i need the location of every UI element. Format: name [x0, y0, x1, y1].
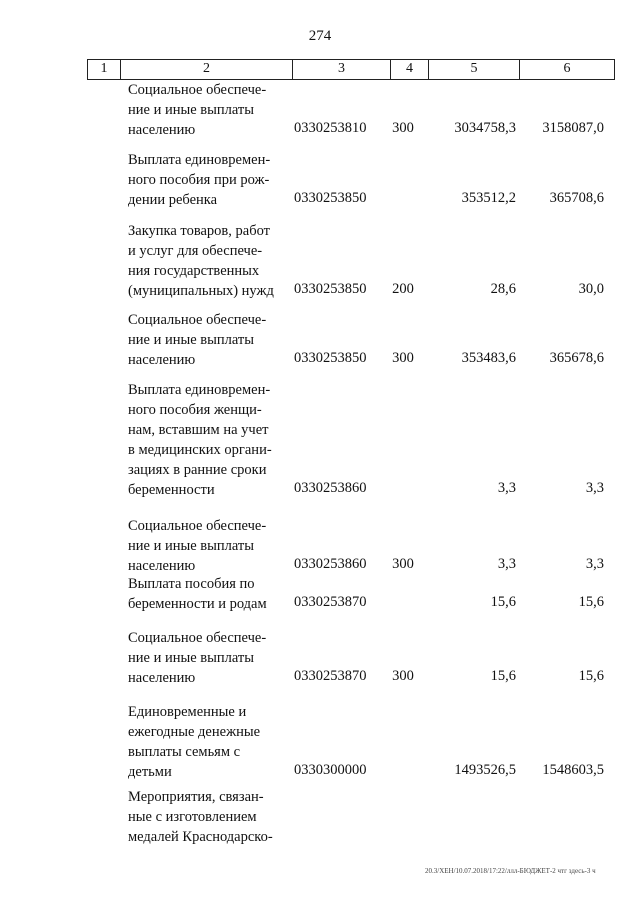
row-expense-type: 300: [392, 668, 414, 684]
row-amount-col5: 353483,6: [461, 350, 516, 366]
description-line: ние и иные выплаты: [128, 102, 255, 118]
description-line: беременности: [128, 482, 215, 498]
description-line: Закупка товаров, работ: [128, 223, 270, 239]
row-code: 0330253870: [294, 594, 367, 610]
description-line: ния государственных: [128, 263, 260, 279]
page-number: 274: [308, 28, 332, 44]
description-line: ного пособия женщи-: [128, 402, 262, 418]
column-header-4: 4: [391, 60, 429, 79]
description-line: ного пособия при рож-: [128, 172, 270, 188]
row-amount-col5: 15,6: [490, 594, 516, 610]
row-amount-col5: 15,6: [490, 668, 516, 684]
column-header-1: 1: [88, 60, 121, 79]
description-line: ние и иные выплаты: [128, 650, 255, 666]
row-amount-col5: 1493526,5: [454, 762, 516, 778]
description-line: населению: [128, 670, 196, 686]
row-description: [128, 574, 280, 614]
row-amount-col6: 1548603,5: [542, 762, 604, 778]
description-line: дении ребенка: [128, 192, 218, 208]
description-line: Выплата единовремен-: [128, 382, 271, 398]
row-code: 0330253810: [294, 120, 367, 136]
row-amount-col5: 3,3: [497, 480, 516, 496]
row-amount-col6: 15,6: [578, 594, 604, 610]
description-line: Социальное обеспече-: [128, 312, 267, 328]
description-line: ние и иные выплаты: [128, 538, 255, 554]
description-line: Выплата единовремен-: [128, 152, 271, 168]
description-line: Выплата пособия по: [128, 576, 255, 592]
row-description: [128, 628, 280, 688]
row-code: 0330253850: [294, 350, 367, 366]
description-line: Социальное обеспече-: [128, 82, 267, 98]
description-line: ние и иные выплаты: [128, 332, 255, 348]
description-line: беременности и родам: [128, 596, 267, 612]
row-amount-col6: 3158087,0: [542, 120, 604, 136]
row-description: [128, 787, 280, 847]
row-code: 0330253870: [294, 668, 367, 684]
row-expense-type: 300: [392, 350, 414, 366]
row-expense-type: 300: [392, 556, 414, 572]
row-description: [128, 80, 280, 140]
row-description: [128, 221, 280, 301]
column-header-6: 6: [563, 61, 571, 76]
description-line: ежегодные денежные: [128, 724, 261, 740]
description-line: населению: [128, 558, 196, 574]
description-line: населению: [128, 122, 196, 138]
description-line: нам, вставшим на учет: [128, 422, 269, 438]
row-description: [128, 702, 280, 782]
row-code: 0330253850: [294, 281, 367, 297]
row-description: [128, 380, 280, 500]
row-description: [128, 310, 280, 370]
description-line: в медицинских органи-: [128, 442, 272, 458]
row-expense-type: 300: [392, 120, 414, 136]
row-amount-col6: 3,3: [585, 556, 604, 572]
column-header-5: 5: [429, 60, 520, 79]
row-amount-col6: 365708,6: [549, 190, 604, 206]
column-header-3: 3: [293, 60, 391, 79]
row-code: 0330253850: [294, 190, 367, 206]
description-line: ные с изготовлением: [128, 809, 257, 825]
description-line: детьми: [128, 764, 172, 780]
row-amount-col6: 30,0: [578, 281, 604, 297]
description-line: зациях в ранние сроки: [128, 462, 267, 478]
description-line: Социальное обеспече-: [128, 630, 267, 646]
row-amount-col5: 353512,2: [461, 190, 516, 206]
row-amount-col5: 3,3: [497, 556, 516, 572]
row-code: 0330253860: [294, 556, 367, 572]
column-header-row: [87, 59, 615, 80]
row-expense-type: 200: [392, 281, 414, 297]
description-line: и услуг для обеспече-: [128, 243, 263, 259]
row-amount-col6: 365678,6: [549, 350, 604, 366]
description-line: медалей Краснодарско-: [128, 829, 273, 845]
footer-note: 20.3/XEH/10.07.2018/17:22/ллл-БЮДЖЕТ-2 чтг здесь-3 ч: [425, 867, 596, 875]
row-amount-col6: 15,6: [578, 668, 604, 684]
column-header-2: 2: [121, 60, 293, 79]
row-description: [128, 150, 280, 210]
description-line: населению: [128, 352, 196, 368]
description-line: Социальное обеспече-: [128, 518, 267, 534]
row-amount-col5: 28,6: [490, 281, 516, 297]
row-amount-col5: 3034758,3: [454, 120, 516, 136]
description-line: Мероприятия, связан-: [128, 789, 264, 805]
description-line: (муниципальных) нужд: [128, 283, 274, 299]
row-code: 0330253860: [294, 480, 367, 496]
description-line: выплаты семьям с: [128, 744, 241, 760]
row-description: [128, 516, 280, 576]
description-line: Единовременные и: [128, 704, 247, 720]
row-code: 0330300000: [294, 762, 367, 778]
row-amount-col6: 3,3: [585, 480, 604, 496]
